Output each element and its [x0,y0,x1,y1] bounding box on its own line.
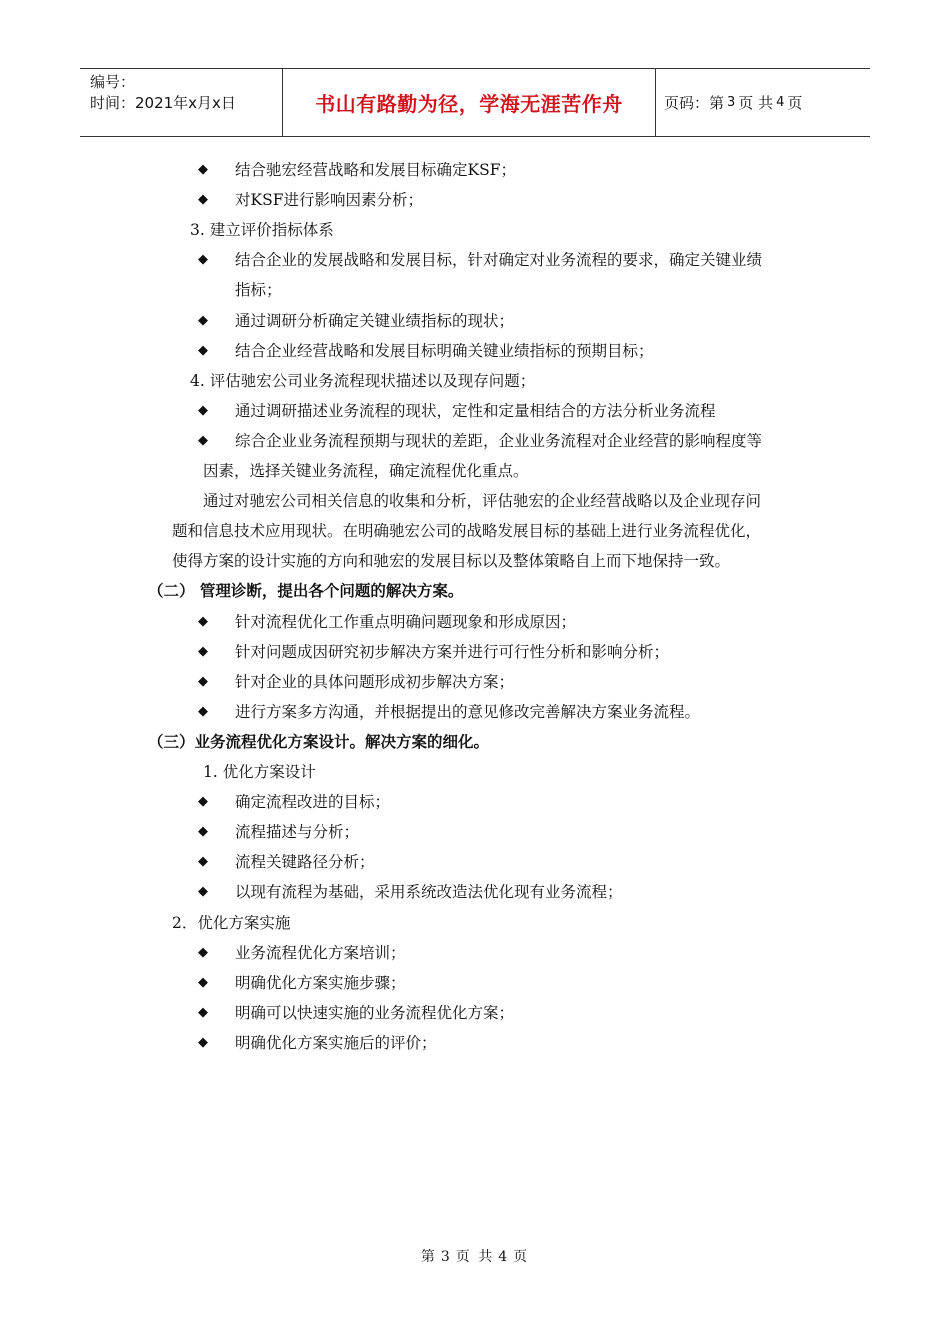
bullet-icon: ◆ [198,402,208,418]
bullet-icon: ◆ [198,824,208,840]
bullet-icon: ◆ [198,312,208,328]
footer-suffix: 页 [513,1249,530,1265]
bullet-icon: ◆ [198,673,208,689]
list-item: 针对流程优化工作重点明确问题现象和形成原因； [235,612,577,631]
bullet-icon: ◆ [198,252,208,268]
header-page-current: 3 [727,95,736,110]
header-page-suffix: 页 [787,94,803,112]
footer-total: 4 [498,1249,510,1265]
footer-prefix: 第 [420,1249,437,1265]
list-item: 明确优化方案实施后的评价； [235,1033,437,1052]
bullet-icon: ◆ [198,342,208,358]
bullet-icon: ◆ [198,192,208,208]
document-number-label: 编号： [90,73,136,91]
list-item: 综合企业业务流程预期与现状的差距，企业业务流程对企业经营的影响程度等 [235,431,763,450]
list-item: 指标； [235,281,282,300]
list-item: 流程关键路径分析； [235,853,375,872]
bullet-icon: ◆ [198,944,208,960]
list-item: 流程描述与分析； [235,823,360,842]
bullet-icon: ◆ [198,884,208,900]
bullet-icon: ◆ [198,1004,208,1020]
section-heading: （三）业务流程优化方案设计。解决方案的细化。 [148,731,490,751]
bullet-icon: ◆ [198,613,208,629]
header-page-prefix: 页码：第 [664,94,725,112]
footer-mid: 页 共 [455,1249,495,1265]
paragraph-line: 通过对驰宏公司相关信息的收集和分析，评估驰宏的企业经营战略以及企业现存问 [203,492,762,511]
document-time-label: 时间：2021年x月x日 [90,94,236,112]
list-item: 业务流程优化方案培训； [235,943,406,962]
list-item: 结合企业经营战略和发展目标明确关键业绩指标的预期目标； [235,341,654,360]
numbered-heading: 2．优化方案实施 [172,913,291,932]
list-item: 通过调研分析确定关键业绩指标的现状； [235,311,515,330]
paragraph-line: 题和信息技术应用现状。在明确驰宏公司的战略发展目标的基础上进行业务流程优化， [172,522,762,541]
header-meta [80,69,282,136]
list-item: 结合企业的发展战略和发展目标，针对确定对业务流程的要求，确定关键业绩 [235,251,763,270]
bullet-icon: ◆ [198,162,208,177]
list-item: 针对企业的具体问题形成初步解决方案； [235,672,515,691]
paragraph-line: 使得方案的设计实施的方向和驰宏的发展目标以及整体策略自上而下地保持一致。 [172,552,731,571]
list-item: 进行方案多方沟通，并根据提出的意见修改完善解决方案业务流程。 [235,702,701,721]
header-page-mid: 页 共 [738,94,774,112]
numbered-heading: 4. 评估驰宏公司业务流程现状描述以及现存问题； [190,371,536,390]
header-motto: 书山有路勤为径，学海无涯苦作舟 [282,69,656,136]
bullet-icon: ◆ [198,432,208,448]
bullet-icon: ◆ [198,854,208,870]
bullet-icon: ◆ [198,703,208,719]
list-item: 针对问题成因研究初步解决方案并进行可行性分析和影响分析； [235,642,670,661]
list-item: 结合驰宏经营战略和发展目标确定KSF； [235,161,516,179]
numbered-heading: 3. 建立评价指标体系 [190,221,334,240]
list-item: 因素，选择关键业务流程，确定流程优化重点。 [203,462,529,480]
bullet-icon: ◆ [198,974,208,990]
list-item: 确定流程改进的目标； [235,793,391,812]
page-header [80,68,870,137]
bullet-icon: ◆ [198,794,208,810]
list-item: 对KSF进行影响因素分析； [235,191,423,210]
section-heading: （二） 管理诊断，提出各个问题的解决方案。 [148,581,464,601]
list-item: 明确优化方案实施步骤； [235,973,406,992]
list-item: 通过调研描述业务流程的现状，定性和定量相结合的方法分析业务流程 [235,401,716,420]
list-item: 明确可以快速实施的业务流程优化方案； [235,1003,515,1022]
footer-current: 3 [440,1249,452,1265]
page-footer [0,1246,950,1266]
list-item: 以现有流程为基础，采用系统改造法优化现有业务流程； [235,883,623,902]
numbered-heading: 1. 优化方案设计 [203,763,316,781]
header-page-info [656,69,870,136]
bullet-icon: ◆ [198,1034,208,1050]
header-page-total: 4 [776,95,785,110]
bullet-icon: ◆ [198,643,208,659]
